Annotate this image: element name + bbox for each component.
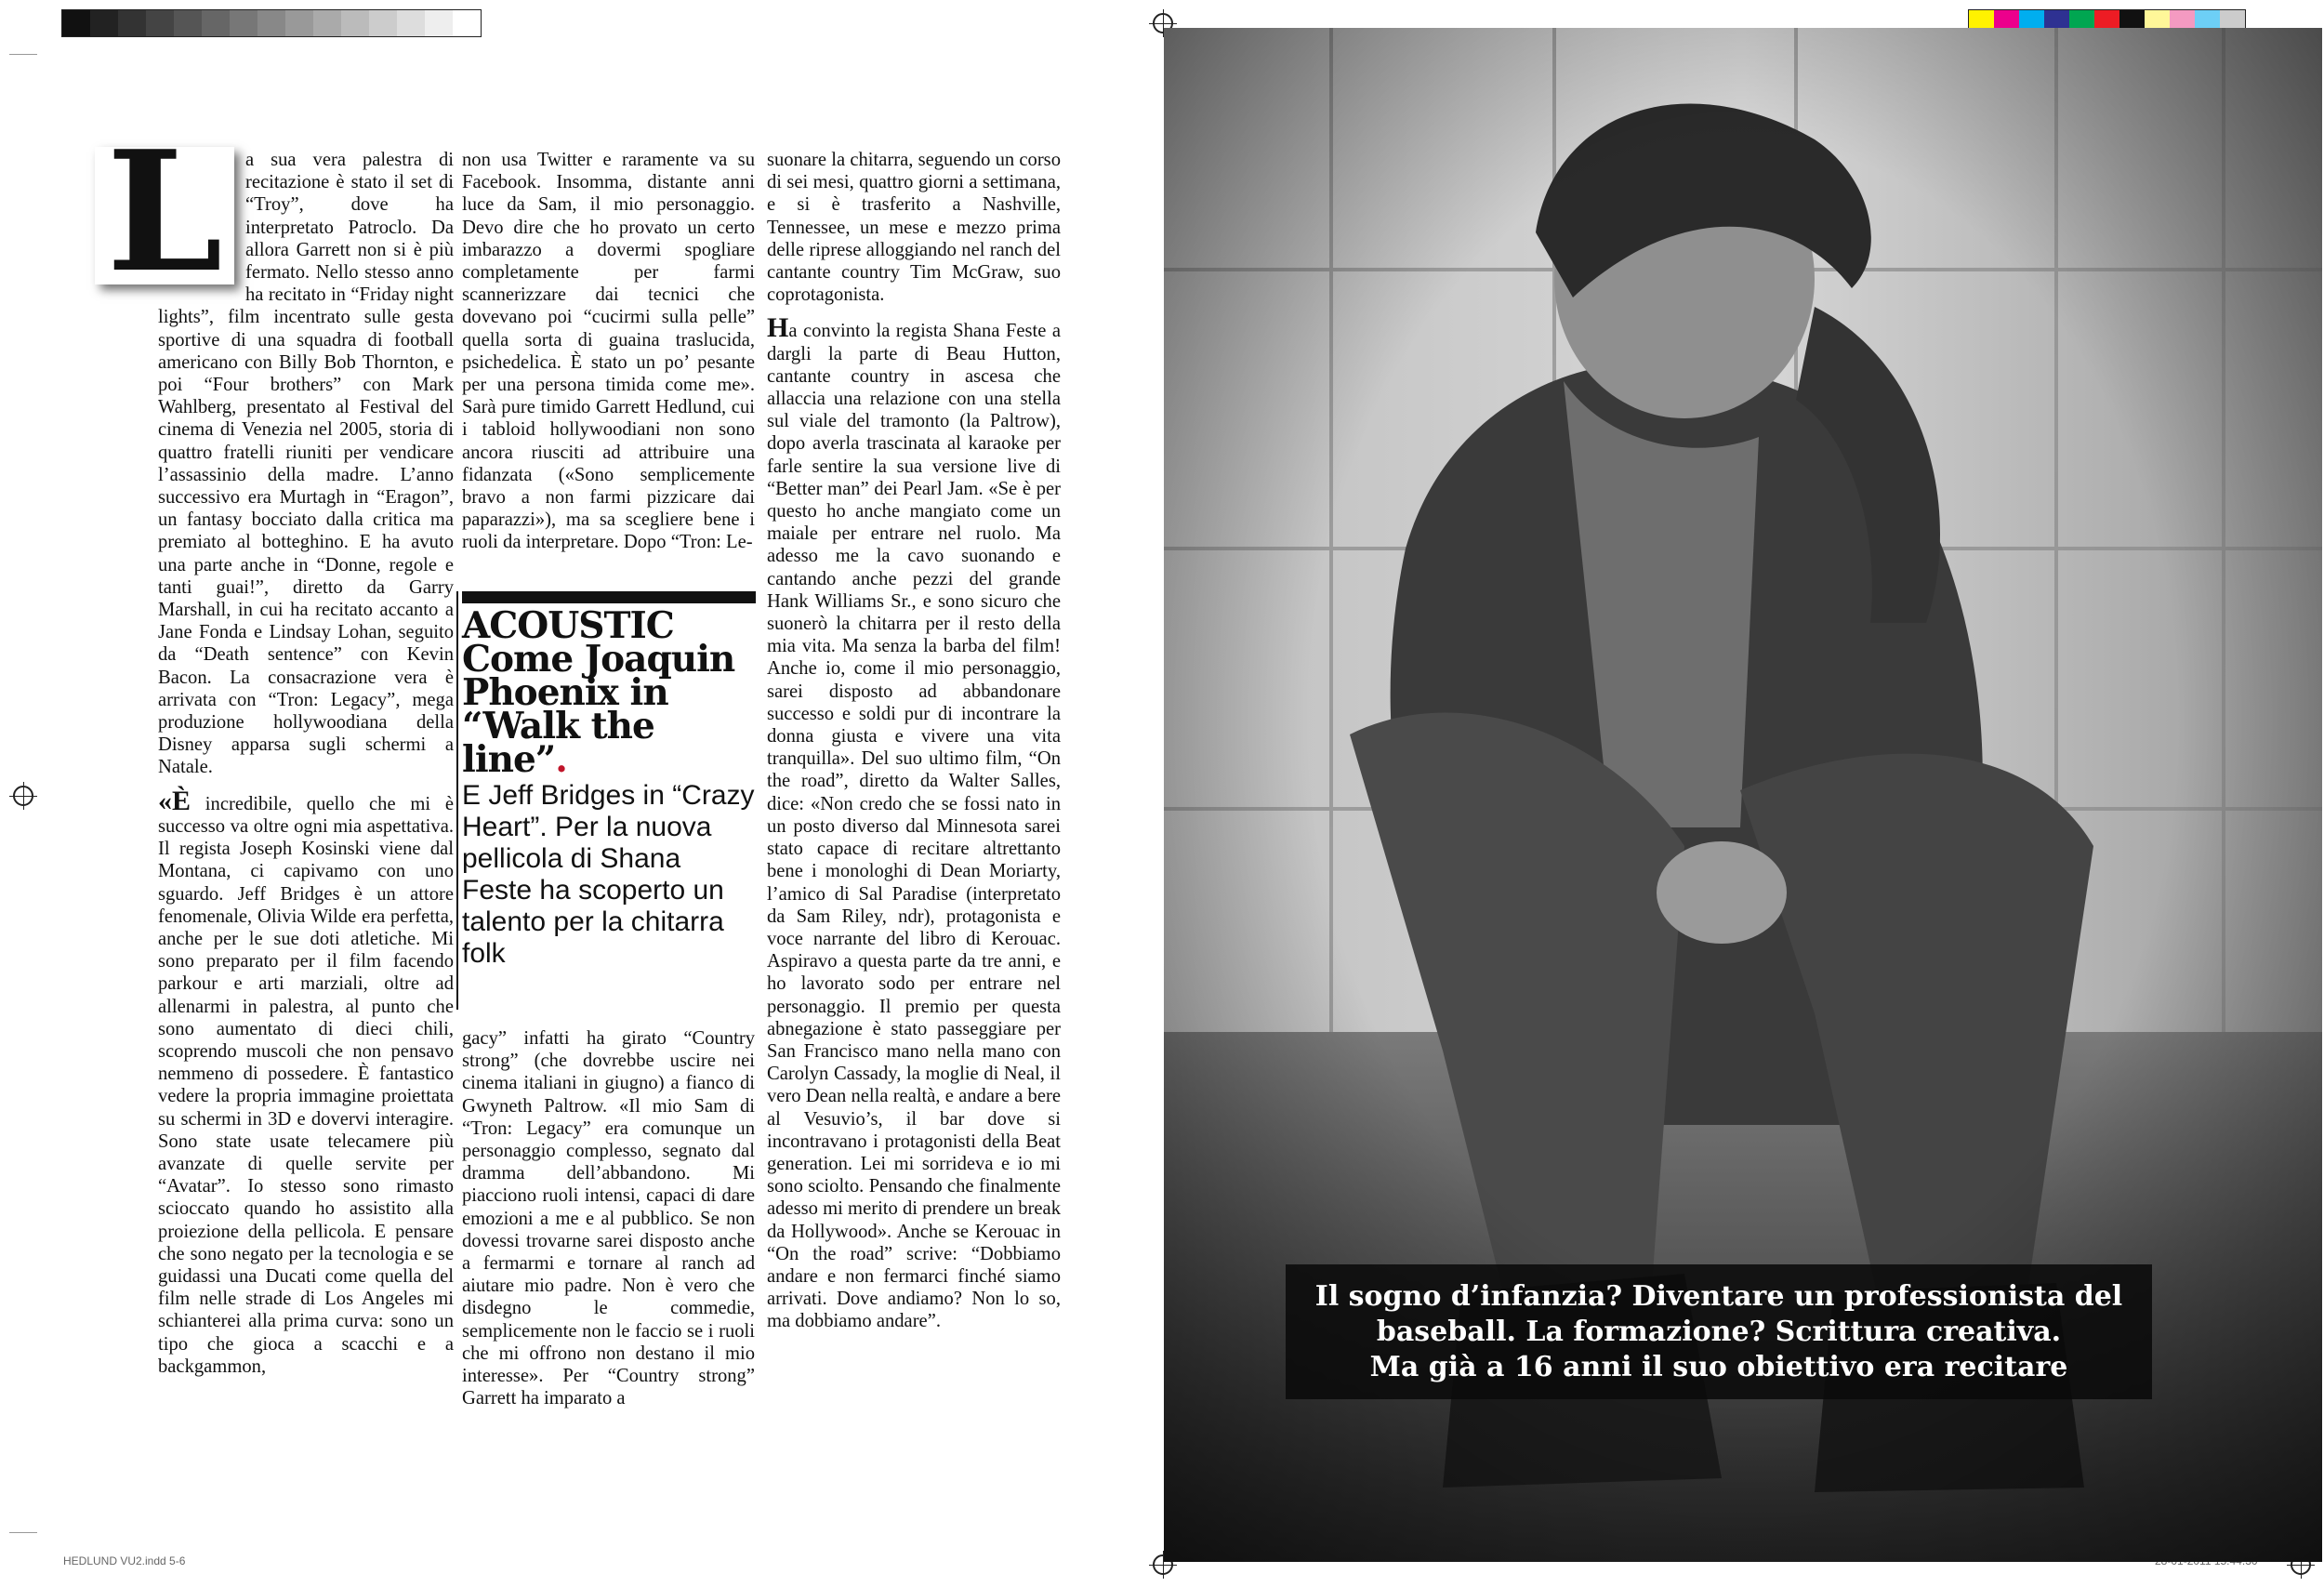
article-column-3	[767, 149, 1061, 1344]
sidebar-rule	[456, 591, 458, 1010]
sidebar-body: E Jeff Bridges in “Crazy Heart”. Per la nuova pellicola di Shana Feste ha scoperto un talento per la chitarra folk	[462, 780, 755, 969]
sidebar-top-bar	[462, 591, 756, 603]
crop-mark	[9, 54, 37, 55]
sidebar-headline: ACOUSTIC Come Joaquin Phoenix in “Walk the line”.	[462, 604, 735, 781]
quote-open: «È	[158, 785, 191, 816]
paragraph: gacy” infatti ha girato “Country strong” (che dovrebbe uscire nei cinema italiani in giugno) a fianco di Gwyneth Paltrow. «Il mio Sam di “Tron: Legacy” era comunque un personaggio complesso, segnato dal dramma dell’abbandono. Mi piacciono ruoli intensi, capaci di dare emozioni a me e al pubblico. Se non dovessi trovarne sarei disposto anche a fermarmi e tornare al ranch ad aiutare mio padre. Non è vero che disdegno le commedie, semplicemente non le faccio se i ruoli che mi offrono non destano il mio interesse». Per “Country strong” Garrett ha imparato a	[462, 1028, 755, 1409]
paragraph: «È incredibile, quello che mi è successo va oltre ogni mia aspettativa. Il regista Joseph Kosinski viene dal Montana, ci capivamo con uno sguardo. Jeff Bridges è un attore fenomenale, Olivia Wilde era perfetta, anche per le sue doti atletiche. Mi sono preparato per il film facendo parkour e arti marziali, oltre ad allenarmi in palestra, al punto che sono aumentato di dieci chili, scoprendo muscoli che non pensavo nemmeno di possedere. È fantastico vedere la propria immagine proiettata su schermi in 3D e dovervi interagire. Sono state usate telecamere più avanzate di quelle servite per “Avatar”. Io stesso sono rimasto scioccato quando ho assistito alla proiezione della pellicola. E pensare che sono negato per la tecnologia e se guidassi una Ducati come quella del film nelle strade di Los Angeles mi schianterei alla prima curva: sono un tipo che gioca a scacchi e a backgammon,	[158, 785, 455, 1377]
paragraph: a sua vera palestra di recitazione è stato il set di “Troy”, dove ha interpretato Patroclo. Da allora Garrett non si è più fermato. Nello stesso anno ha recitato in “Friday night lights”, film incentrato sulle gesta sportive di una squadra di football americano con Billy Bob Thornton, e poi “Four brothers” con Mark Wahlberg, presentato al Festival del cinema di Venezia nel 2005, storia di quattro fratelli riuniti per vendicare l’assassinio della madre. L’anno successivo era Murtagh in “Eragon”, un fantasy bocciato dalla critica ma premiato al botteghino. E ha avuto una parte anche in “Donne, regole e tanti guai!”, diretto da Garry Marshall, in cui ha recitato accanto a Jane Fonda e Lindsay Lohan, seguito da “Death sentence” con Kevin Bacon. La consacrazione vera è arrivata con “Tron: Legacy”, mega produzione hollywoodiana della Disney apparsa sugli schermi a Natale.	[158, 150, 454, 778]
drop-cap: L	[95, 147, 234, 284]
paragraph: Ha convinto la regista Shana Feste a dargli la parte di Beau Hutton, cantante country in ascesa che allaccia una relazione con una stella sul viale del tramonto (la Paltrow), dopo averla trascinata al karaoke per farle sentire la sua versione live di “Better man” dei Pearl Jam. «Se è per questo ho anche mangiato come un maiale per entrare nel ruolo. Ma adesso me la cavo suonando e cantando anche pezzi del grande Hank Williams Sr., e sono sicuro che suonerò la chitarra per il resto della mia vita. Ma senza la barba del film! Anche io, come il mio personaggio, sarei disposto ad abbandonare successo e soldi pur di incontrare la donna giusta e vivere una vita tranquilla». Del suo ultimo film, “On the road”, diretto da Walter Salles, dice: «Non credo che se fossi nato in un posto diverso dal Minnesota sarei stato capace di recitare altrettanto bene i monologhi di Dean Moriarty, l’amico di Sal Paradise (interpretato da Sam Riley, ndr), protagonista e voce narrante del libro di Kerouac. Aspiravo a questa parte da tre anni, e ho lavorato sodo per entrare nel personaggio. Il premio per questa abnegazione è stato passeggiare per San Francisco mano nella mano con Carolyn Cassady, la moglie di Neal, il vero Dean nella realtà, e andare a bere al Vesuvio’s, il bar dove si incontravano i protagonisti della Beat generation. Lei mi sorrideva e io mi sono sciolto. Pensando che finalmente adesso mi merito di prendere un break da Hollywood». Anche se Kerouac in “On the road” scrive: “Dobbiamo andare e non fermarci finché siamo arrivati. Dove andiamo? Non lo so, ma dobbiamo andare”.	[767, 312, 1061, 1332]
paragraph-initial: H	[767, 312, 789, 344]
grayscale-bar	[61, 9, 482, 37]
article-column-1	[106, 114, 455, 1389]
photo-caption: Il sogno d’infanzia? Diventare un professionista del baseball. La formazione? Scrittura creativa. Ma già a 16 anni il suo obiettivo era recitare	[1286, 1264, 2152, 1399]
registration-mark-icon	[13, 786, 33, 806]
sidebar-box	[462, 591, 756, 970]
slug-file: HEDLUND VU2.indd 5-6	[63, 1554, 186, 1567]
paragraph: suonare la chitarra, seguendo un corso di sei mesi, quattro giorni a settimana, e si è trasferito a Nashville, Tennessee, un mese e mezzo prima delle riprese alloggiando nel ranch del cantante country Tim McGraw, suo coprotagonista.	[767, 150, 1061, 306]
crop-mark	[9, 1532, 37, 1533]
paragraph: non usa Twitter e raramente va su Facebook. Insomma, distante anni luce da Sam, il mio personaggio. Devo dire che ho provato un certo imbarazzo a dovermi spogliare completamente per farmi scannerizzare dai tecnici che dovevano poi “cucirmi sulla pelle” quella sorta di guaina traslucida, psichedelica. È stato un po’ pesante per una persona timida come me». Sarà pure timido Garrett Hedlund, cui i tabloid hollywoodiani non sono ancora riusciti ad attribuire una fidanzata («Sono semplicemente bravo a non farmi pizzicare dai paparazzi»), ma sa scegliere bene i ruoli da interpretare. Dopo “Tron: Le-	[462, 150, 755, 553]
